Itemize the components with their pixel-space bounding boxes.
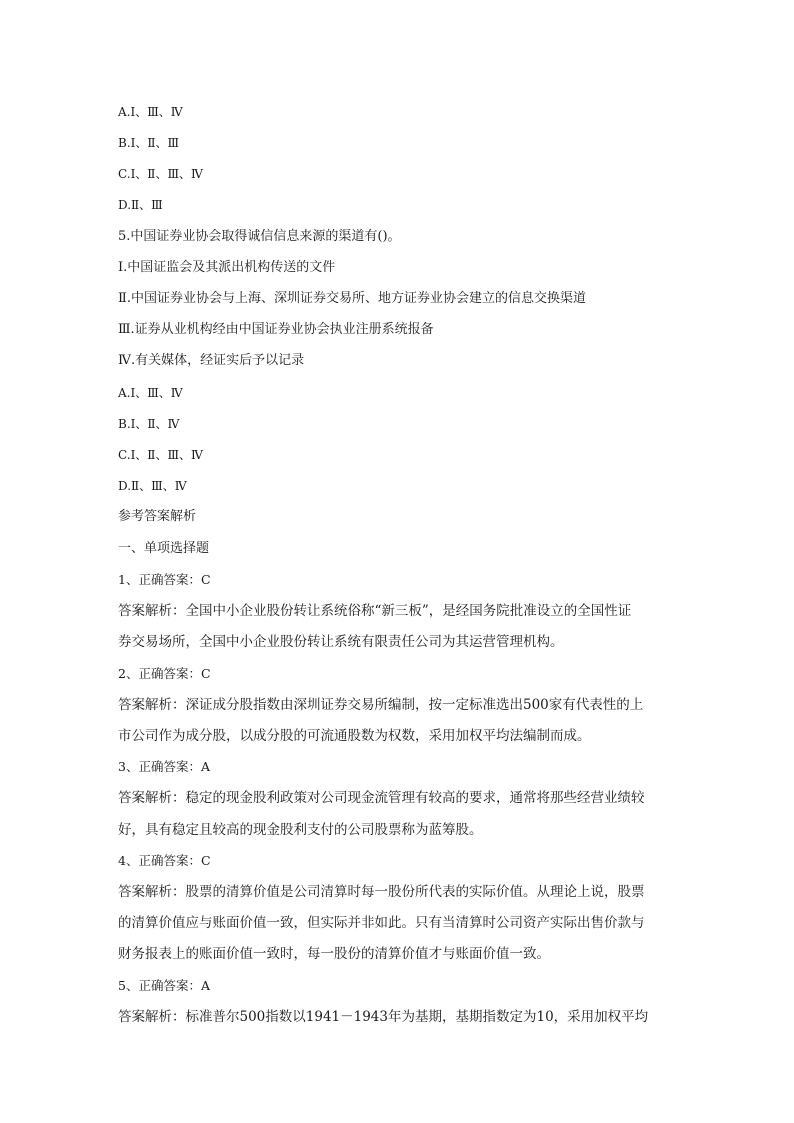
answer-5: 5、正确答案：A	[118, 978, 210, 993]
answer-1: 1、正确答案：C	[118, 572, 211, 587]
answer-2: 2、正确答案：C	[118, 666, 211, 681]
explanation-2-line-1: 答案解析：深证成分股指数由深圳证券交易所编制，按一定标准选出500家有代表性的上	[118, 697, 644, 713]
q5-item-2: Ⅱ.中国证券业协会与上海、深圳证券交易所、地方证券业协会建立的信息交换渠道	[118, 291, 586, 306]
q5-option-a: A.Ⅰ、Ⅲ、Ⅳ	[118, 386, 183, 400]
q5-option-d: D.Ⅱ、Ⅲ、Ⅳ	[118, 479, 187, 493]
explanation-2-line-2: 市公司作为成分股，以成分股的可流通股数为权数，采用加权平均法编制而成。	[118, 728, 591, 744]
explanation-1-line-2: 券交易场所，全国中小企业股份转让系统有限责任公司为其运营管理机构。	[118, 634, 564, 650]
section-title: 参考答案解析	[118, 509, 197, 524]
q5-stem: 5.中国证券业协会取得诚信信息来源的渠道有()。	[118, 229, 401, 244]
explanation-4-line-3: 财务报表上的账面价值一致时，每一股份的清算价值才与账面价值一致。	[118, 946, 550, 962]
q5-item-1: Ⅰ.中国证监会及其派出机构传送的文件	[118, 260, 336, 275]
explanation-4-line-1: 答案解析：股票的清算价值是公司清算时每一股份所代表的实际价值。从理论上说，股票	[118, 884, 645, 900]
explanation-4-line-2: 的清算价值应与账面价值一致，但实际并非如此。只有当清算时公司资产实际出售价款与	[118, 915, 645, 931]
explanation-3-line-2: 好，具有稳定且较高的现金股利支付的公司股票称为蓝筹股。	[118, 822, 483, 838]
answer-4: 4、正确答案：C	[118, 853, 211, 868]
answer-3: 3、正确答案：A	[118, 759, 210, 774]
q5-item-4: Ⅳ.有关媒体，经证实后予以记录	[118, 353, 305, 368]
explanation-3-line-1: 答案解析：稳定的现金股利政策对公司现金流管理有较高的要求，通常将那些经营业绩较	[118, 790, 645, 806]
q4-option-d: D.Ⅱ、Ⅲ	[118, 198, 163, 212]
subsection-title: 一、单项选择题	[118, 541, 210, 556]
q4-option-b: B.Ⅰ、Ⅱ、Ⅲ	[118, 136, 180, 150]
q4-option-a: A.Ⅰ、Ⅲ、Ⅳ	[118, 105, 183, 119]
explanation-5-line-1: 答案解析：标准普尔500指数以1941－1943年为基期，基期指数定为10，采用加权平均	[118, 1009, 649, 1025]
q5-option-b: B.Ⅰ、Ⅱ、Ⅳ	[118, 417, 180, 431]
explanation-1-line-1: 答案解析：全国中小企业股份转让系统俗称“新三板”，是经国务院批准设立的全国性证	[118, 603, 632, 619]
q4-option-c: C.Ⅰ、Ⅱ、Ⅲ、Ⅳ	[118, 167, 204, 181]
q5-item-3: Ⅲ.证券从业机构经由中国证券业协会执业注册系统报备	[118, 322, 434, 337]
q5-option-c: C.Ⅰ、Ⅱ、Ⅲ、Ⅳ	[118, 448, 204, 462]
